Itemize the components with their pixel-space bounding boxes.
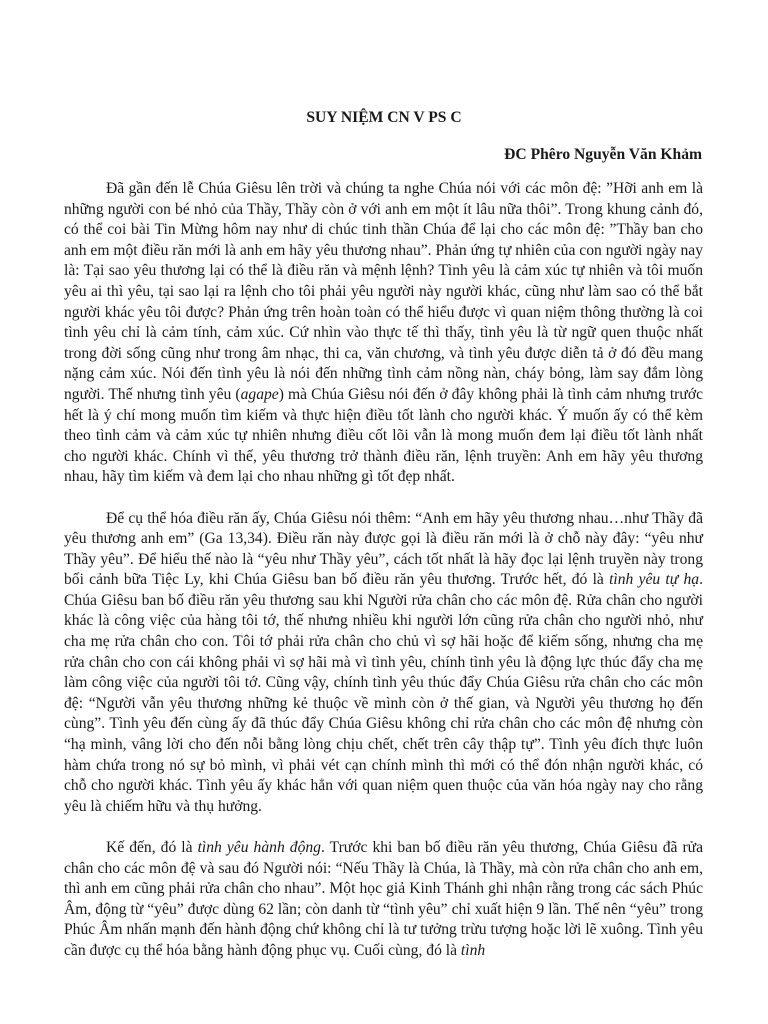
text-run: ) mà Chúa Giêsu nói đến ở đây không phải là tình cảm nhưng trước hết là ý chí mong muốn tìm kiếm và thực hiện điều tốt lành cho người khác. Ý muốn ấy có thể kèm theo tình cảm và cảm xúc tự nhiên nhưng điều cốt lõi vẫn là mong muốn đem lại điều tốt lành nhất cho người khác. Chính vì thế, yêu thương trở thành điều răn, lệnh truyền: Anh em hãy yêu thương nhau, hãy tìm kiếm và đem lại cho nhau những gì tốt đẹp nhất. — [64, 385, 703, 486]
text-run: . Trước khi ban bố điều răn yêu thương, Chúa Giêsu đã rửa chân cho các môn đệ và sau đó Người nói: “Nếu Thầy là Chúa, là Thầy, mà còn rửa chân cho anh em, thì anh em cũng phải rửa chân cho nhau”. Một học giả Kinh Thánh ghi nhận rằng trong các sách Phúc Âm, động từ “yêu” được dùng 62 lần; còn danh từ “tình yêu” chỉ xuất hiện 9 lần. Thế nên “yêu” trong Phúc Âm nhấn mạnh đến hành động chứ không chỉ là tư tưởng trừu tượng hoặc lời lẽ xuông. Tình yêu cần được cụ thể hóa bằng hành động phục vụ. Cuối cùng, đó là — [64, 839, 704, 959]
paragraph-3 — [64, 838, 703, 962]
italic-term-agape: agape — [240, 385, 279, 403]
italic-term-tu-ha: tình yêu tự hạ — [609, 571, 700, 589]
text-run: Để cụ thể hóa điều răn ấy, Chúa Giêsu nói thêm: “Anh em hãy yêu thương nhau…như Thầy đã yêu thương anh em” (Ga 13,34). Điều răn này được gọi là điều răn mới là ở chỗ này đây: “yêu như Thầy yêu”. Để hiểu thế nào là “yêu như Thầy yêu”, cách tốt nhất là hãy đọc lại lệnh truyền này trong bối cảnh bữa Tiệc Ly, khi Chúa Giêsu ban bố điều răn yêu thương. Trước hết, đó là — [64, 509, 703, 589]
text-run: Đã gần đến lễ Chúa Giêsu lên trời và chúng ta nghe Chúa nói với các môn đệ: ”Hỡi anh em là những người con bé nhỏ của Thầy, Thầy còn ở với anh em một ít lâu nữa thôi”. Trong khung cảnh đó, có thể coi bài Tin Mừng hôm nay như di chúc tinh thần Chúa để lại cho các môn đệ: ”Thầy ban cho anh em một điều răn mới là anh em hãy yêu thương nhau”. Phản ứng tự nhiên của con người ngày nay là: Tại sao yêu thương lại có thể là điều răn và mệnh lệnh? Tình yêu là cảm xúc tự nhiên và tôi muốn yêu ai thì yêu, tại sao lại ra lệnh cho tôi phải yêu người này người khác, cũng như làm sao có thể bắt người khác yêu tôi được? Phản ứng trên hoàn toàn có thể hiểu được vì quan niệm thông thường là coi tình yêu chỉ là cảm tính, cảm xúc. Cứ nhìn vào thực tế thì thấy, tình yêu là từ ngữ quen thuộc nhất trong đời sống cũng như trong âm nhạc, thi ca, văn chương, và tình yêu được diễn tả ở đó đều mang nặng cảm xúc. Nói đến tình yêu là nói đến những tình cảm nồng nàn, cháy bỏng, làm say đắm lòng người. Thế nhưng tình yêu ( — [64, 180, 703, 403]
italic-term-hanh-dong: tình yêu hành động — [197, 839, 321, 856]
page-title: SUY NIỆM CN V PS C — [306, 109, 462, 126]
paragraph-1 — [64, 179, 703, 488]
document-body — [64, 179, 703, 982]
paragraph-2 — [64, 509, 703, 818]
text-run: Kế đến, đó là — [106, 839, 198, 856]
author-line: ĐC Phêro Nguyễn Văn Khảm — [504, 146, 702, 163]
text-run: . Chúa Giêsu ban bố điều răn yêu thương sau khi Người rửa chân cho các môn đệ. Rửa chân cho người khác là công việc của hàng tôi tớ, thế nhưng nhiều khi người lớn cũng rửa chân cho người nhỏ, như cha mẹ rửa chân cho con. Tôi tớ phải rửa chân cho chủ vì sợ hãi hoặc để kiếm sống, nhưng cha mẹ rửa chân cho con cái không phải vì sợ hãi mà vì tình yêu, chính tình yêu là động lực thúc đẩy cha mẹ làm công việc của người tôi tớ. Cũng vậy, chính tình yêu thúc đẩy Chúa Giêsu rửa chân cho các môn đệ: “Người vẫn yêu thương những kẻ thuộc về mình còn ở thế gian, và Người yêu thương họ đến cùng”. Tình yêu đến cùng ấy đã thúc đẩy Chúa Giêsu không chỉ rửa chân cho các môn đệ nhưng còn “hạ mình, vâng lời cho đến nỗi bằng lòng chịu chết, chết trên cây thập tự”. Tình yêu đích thực luôn hàm chứa trong nó sự bỏ mình, vì phải vét cạn chính mình thì mới có thể đón nhận người khác, có chỗ cho người khác. Tình yêu ấy khác hẳn với quan niệm quen thuộc của văn hóa ngày nay cho rằng yêu là chiếm hữu và thụ hưởng. — [64, 571, 703, 815]
italic-term-tinh: tình — [460, 941, 486, 959]
